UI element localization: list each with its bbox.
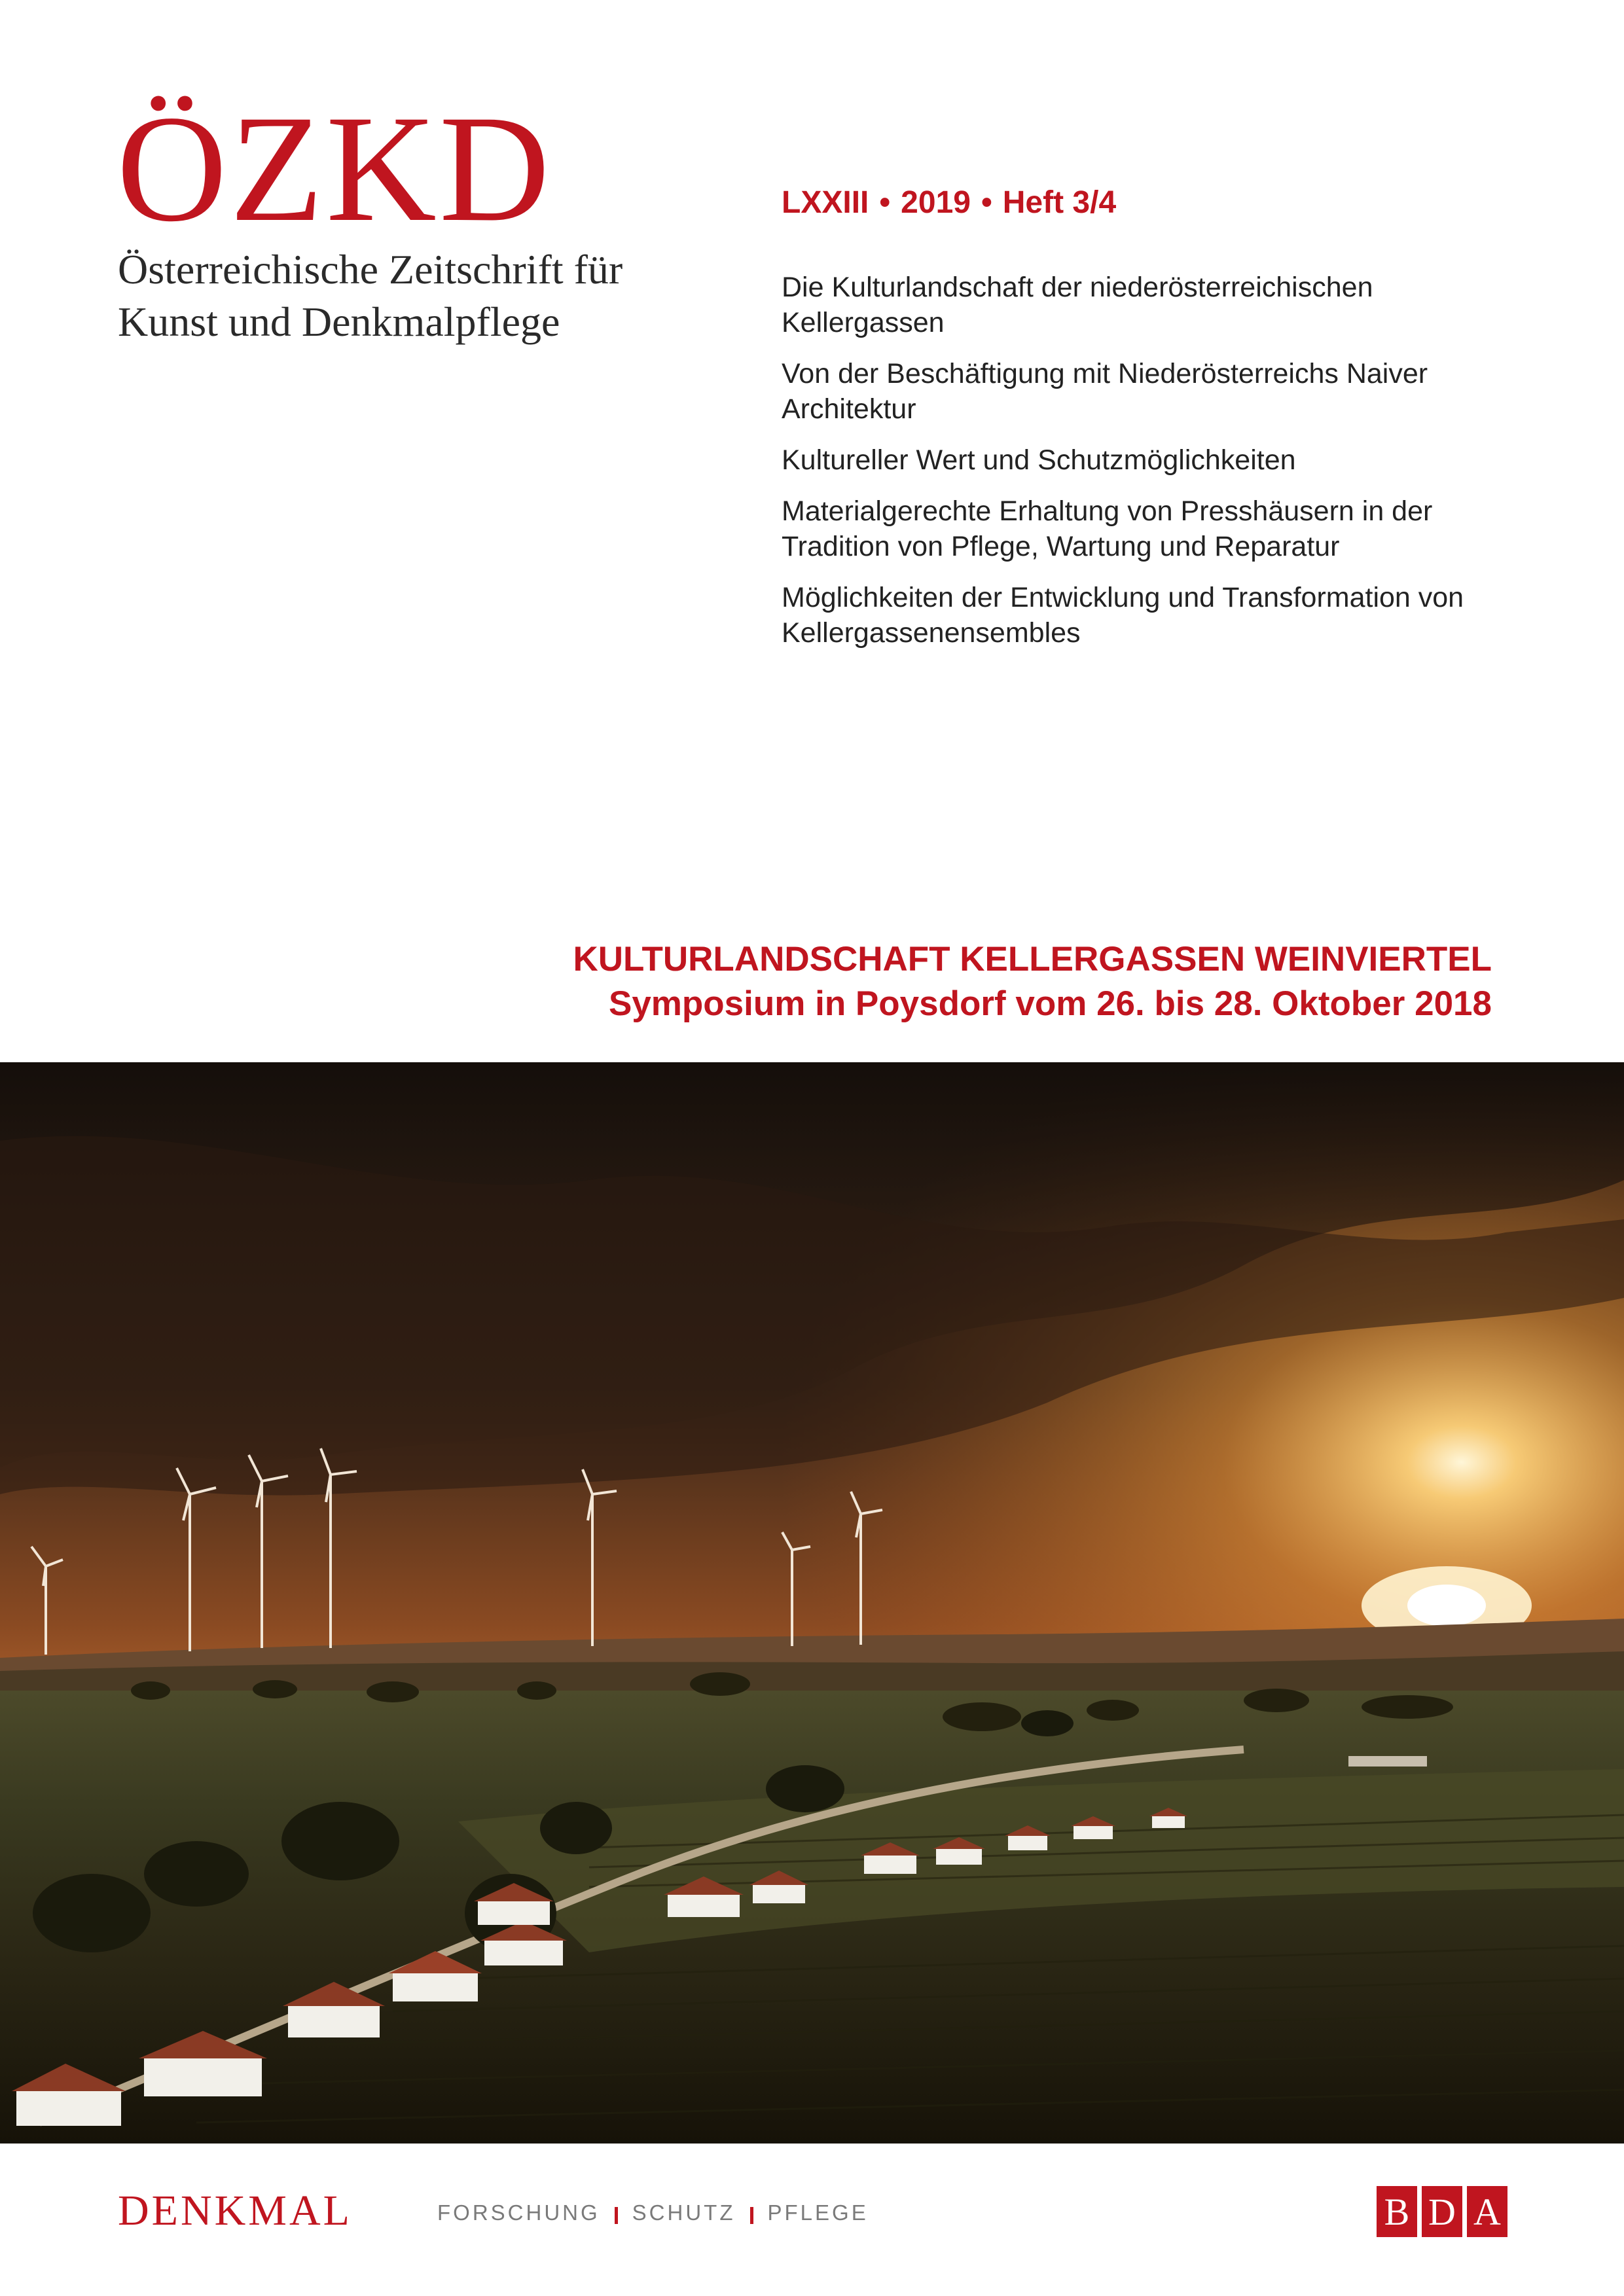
- toc-entry: Die Kulturlandschaft der niederösterreichischen Kellergassen: [782, 272, 1373, 338]
- journal-logo: ÖZKD: [117, 83, 552, 253]
- toc-entry: Kultureller Wert und Schutzmöglichkeiten: [782, 444, 1296, 476]
- issue-theme: [379, 937, 1492, 1026]
- bda-letter: D: [1422, 2186, 1462, 2237]
- issue-separator: •: [981, 185, 992, 220]
- toc-entry: Möglichkeiten der Entwicklung und Transformation von Kellergassenensembles: [782, 582, 1464, 649]
- issue-number: Heft 3/4: [1002, 185, 1117, 220]
- table-of-contents: [782, 270, 1541, 666]
- issue-year: 2019: [901, 185, 971, 220]
- toc-entry: Von der Beschäftigung mit Niederösterreichs Naiver Architektur: [782, 358, 1428, 425]
- issue-volume: LXXIII: [782, 185, 869, 220]
- bda-logo: [1377, 2186, 1507, 2237]
- subtitle-line-1: Österreichische Zeitschrift für: [118, 246, 623, 293]
- journal-subtitle: [118, 243, 623, 348]
- denkmal-brand: DENKMAL: [118, 2187, 352, 2234]
- issue-separator: •: [879, 185, 891, 220]
- tag-pflege: PFLEGE: [767, 2200, 869, 2225]
- theme-title: KULTURLANDSCHAFT KELLERGASSEN WEINVIERTEL: [573, 940, 1492, 978]
- tag-schutz: SCHUTZ: [632, 2200, 736, 2225]
- tag-forschung: FORSCHUNG: [437, 2200, 600, 2225]
- theme-subtitle: Symposium in Poysdorf vom 26. bis 28. Oktober 2018: [608, 984, 1492, 1023]
- toc-entry: Materialgerechte Erhaltung von Presshäusern in der Tradition von Pflege, Wartung und Reparatur: [782, 495, 1433, 562]
- bda-letter: A: [1467, 2186, 1507, 2237]
- cover-photo: [0, 1062, 1624, 2144]
- tag-separator: [750, 2207, 753, 2224]
- subtitle-line-2: Kunst und Denkmalpflege: [118, 298, 560, 345]
- issue-info: [782, 185, 1116, 221]
- footer-tagline: [437, 2200, 869, 2225]
- tag-separator: [615, 2207, 618, 2224]
- bda-letter: B: [1377, 2186, 1417, 2237]
